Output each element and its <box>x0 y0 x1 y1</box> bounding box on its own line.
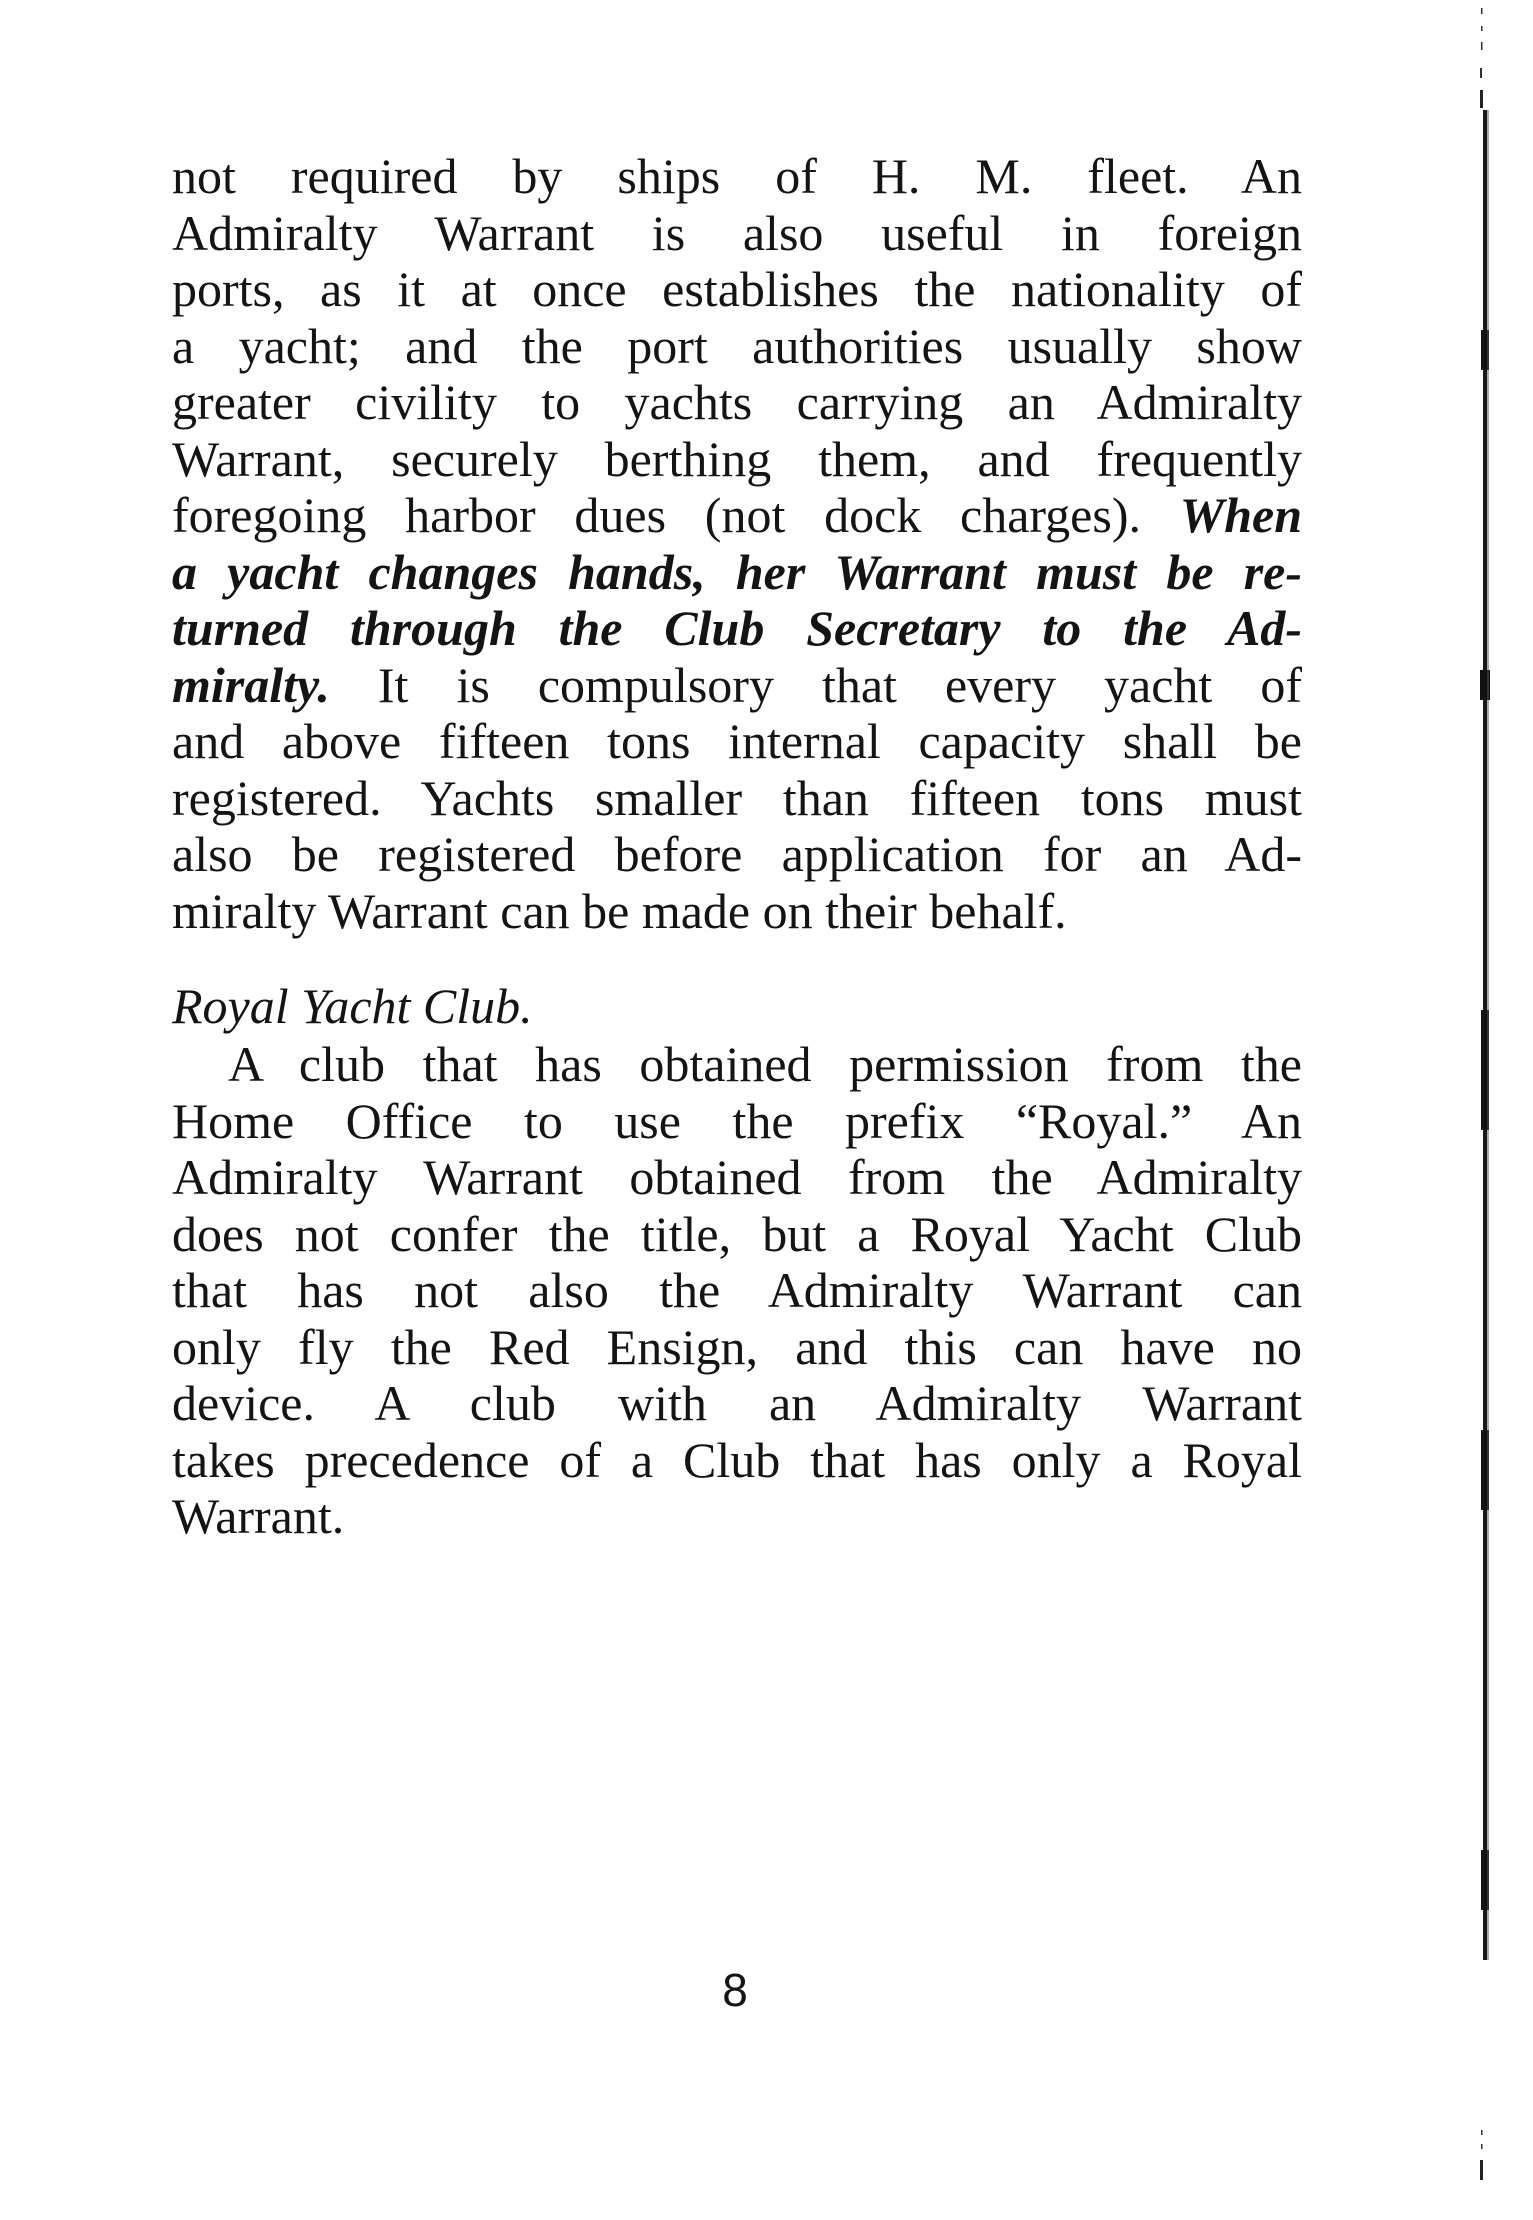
text-line: a yacht; and the port authorities usually show <box>172 317 1302 374</box>
text-line: Home Office to use the prefix “Royal.” An <box>172 1092 1302 1149</box>
text-segment: foregoing harbor dues (not dock charges). <box>172 487 1141 543</box>
text-line: registered. Yachts smaller than fifteen tons must <box>172 769 1302 826</box>
binding-edge-shadow <box>1480 110 1490 1960</box>
text-line: Admiralty Warrant is also useful in foreign <box>172 204 1302 261</box>
emphasis-text: miralty. <box>172 656 330 713</box>
text-line: device. A club with an Admiralty Warrant <box>172 1375 1302 1431</box>
text-line-mixed <box>172 657 1302 714</box>
page-edge-mark-bottom <box>1478 2130 1486 2200</box>
text-line: greater civility to yachts carrying an Admiralty <box>172 374 1302 430</box>
body-paragraph-1 <box>172 148 1302 939</box>
body-paragraph-2 <box>172 1036 1302 1545</box>
text-line: and above fifteen tons internal capacity shall be <box>172 713 1302 769</box>
section-heading: Royal Yacht Club. <box>172 978 533 1034</box>
text-line: does not confer the title, but a Royal Yacht Club <box>172 1205 1302 1262</box>
emphasis-text: When <box>1179 487 1303 543</box>
text-segment: It is compulsory that every yacht of <box>377 656 1302 713</box>
text-line: not required by ships of H. M. fleet. An <box>172 148 1302 204</box>
text-line: only fly the Red Ensign, and this can have no <box>172 1318 1302 1375</box>
emphasis-line: a yacht changes hands, her Warrant must be re- <box>172 543 1302 600</box>
text-line-mixed <box>172 487 1302 544</box>
page-edge-mark-top <box>1478 8 1486 108</box>
text-line: Warrant, securely berthing them, and frequently <box>172 430 1302 487</box>
text-line: ports, as it at once establishes the nationality of <box>172 261 1302 317</box>
text-line: Admiralty Warrant obtained from the Admiralty <box>172 1149 1302 1205</box>
text-line: that has not also the Admiralty Warrant can <box>172 1262 1302 1318</box>
page-number: 8 <box>722 1964 748 2016</box>
text-line: miralty Warrant can be made on their behalf. <box>172 882 1067 939</box>
text-line: takes precedence of a Club that has only a Royal <box>172 1431 1302 1488</box>
text-line: also be registered before application for an Ad- <box>172 826 1302 882</box>
text-line: A club that has obtained permission from the <box>228 1036 1302 1092</box>
text-line: Warrant. <box>172 1488 345 1544</box>
emphasis-line: turned through the Club Secretary to the Ad- <box>172 600 1302 656</box>
